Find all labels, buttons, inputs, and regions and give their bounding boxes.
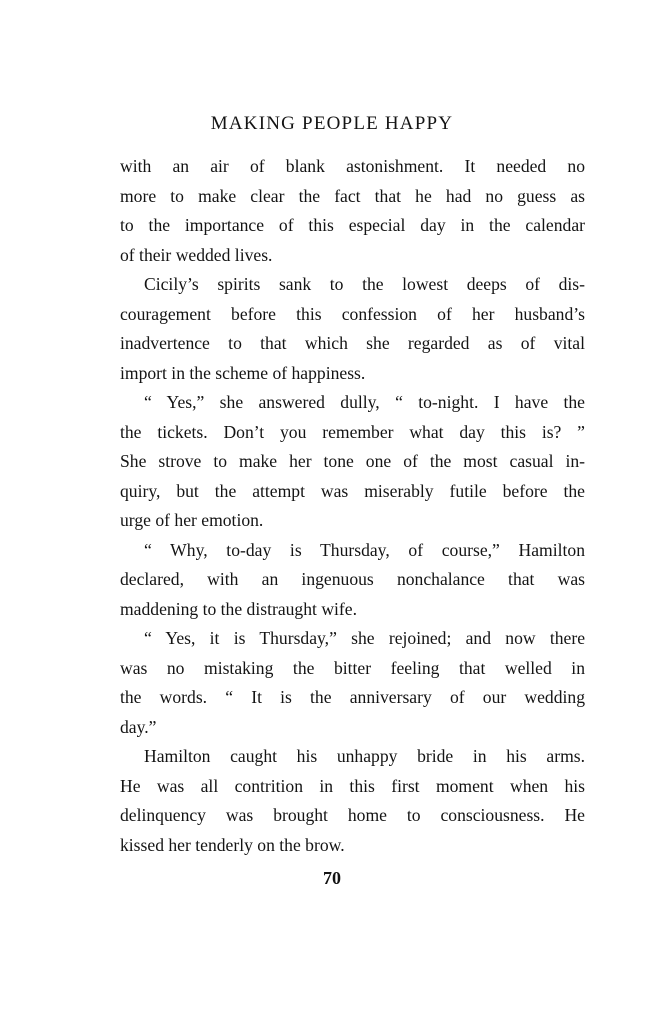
text-line: import in the scheme of happiness. <box>120 362 366 383</box>
text-line: delinquency was brought home to consciousness. He <box>120 805 585 825</box>
text-line: to the importance of this especial day in the calendar <box>120 215 585 235</box>
page-number: 70 <box>323 868 341 888</box>
text-line: maddening to the distraught wife. <box>120 598 357 619</box>
text-line: Cicily’s spirits sank to the lowest deeps of dis- <box>144 274 585 294</box>
text-line: She strove to make her tone one of the most casual in- <box>120 451 585 471</box>
text-line: day.” <box>120 716 157 737</box>
text-line: the words. “ It is the anniversary of our wedding <box>120 687 585 707</box>
text-line: quiry, but the attempt was miserably futile before the <box>120 480 585 501</box>
text-line: of their wedded lives. <box>120 244 273 265</box>
text-line: He was all contrition in this first moment when his <box>120 775 585 796</box>
text-line: “ Yes, it is Thursday,” she rejoined; and now there <box>144 628 585 648</box>
text-line: urge of her emotion. <box>120 510 264 530</box>
text-line: with an air of blank astonishment. It needed no <box>120 156 585 176</box>
text-line: declared, with an ingenuous nonchalance that was <box>120 569 585 589</box>
text-line: more to make clear the fact that he had no guess as <box>120 185 585 206</box>
text-line: Hamilton caught his unhappy bride in his arms. <box>144 746 585 766</box>
text-line: “ Why, to-day is Thursday, of course,” Hamilton <box>144 539 585 560</box>
text-line: “ Yes,” she answered dully, “ to-night. I have the <box>144 392 585 412</box>
text-line: couragement before this confession of her husband’s <box>120 303 585 324</box>
running-head: MAKING PEOPLE HAPPY <box>210 113 454 134</box>
text-line: inadvertence to that which she regarded as of vital <box>120 333 585 353</box>
body-text <box>120 152 585 860</box>
text-line: kissed her tenderly on the brow. <box>120 834 345 855</box>
text-line: was no mistaking the bitter feeling that welled in <box>120 657 585 678</box>
text-line: the tickets. Don’t you remember what day this is? ” <box>120 421 585 442</box>
